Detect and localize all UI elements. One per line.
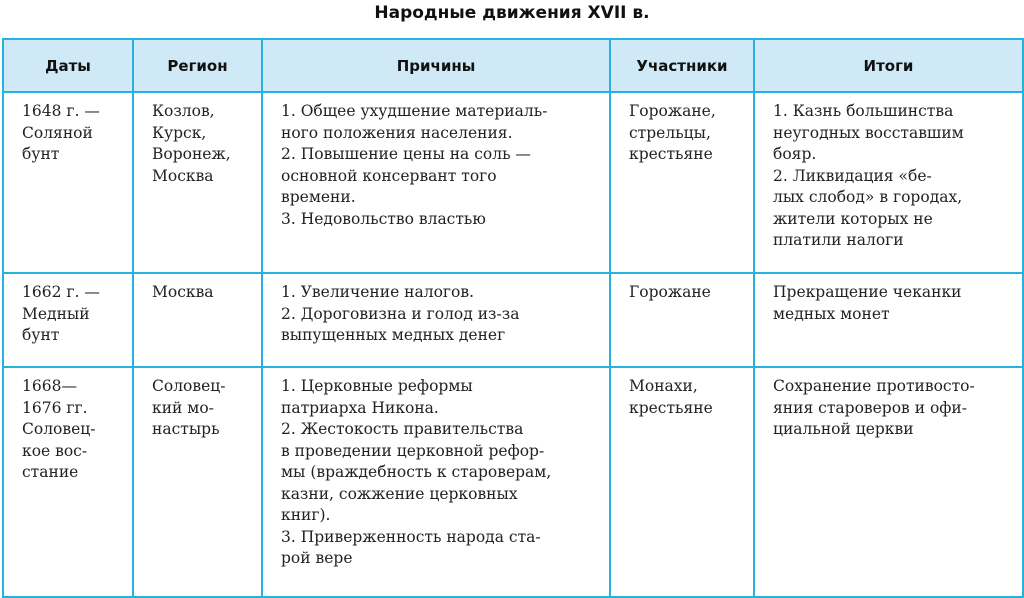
cell-participants: Горожане, стрельцы, крестьяне (610, 92, 754, 273)
uprisings-table (2, 38, 1024, 598)
cell-participants: Монахи, крестьяне (610, 367, 754, 597)
cell-participants: Горожане (610, 273, 754, 367)
cell-dates: 1668— 1676 гг. Соловец- кое вос- стание (3, 367, 133, 597)
header-dates: Даты (3, 39, 133, 92)
cell-causes: 1. Общее ухудшение материаль- ного положения населения. 2. Повышение цены на соль — основной консервант того времени. 3. Недовольство властью (262, 92, 610, 273)
cell-region: Москва (133, 273, 262, 367)
table-row (3, 273, 1023, 367)
cell-causes: 1. Церковные реформы патриарха Никона. 2. Жестокость правительства в проведении церковной рефор- мы (враждебность к староверам, казни, сожжение церковных книг). 3. Приверженность народа ста- рой вере (262, 367, 610, 597)
cell-region: Козлов, Курск, Воронеж, Москва (133, 92, 262, 273)
cell-results: Прекращение чеканки медных монет (754, 273, 1023, 367)
page-title: Народные движения XVII в. (374, 3, 650, 23)
header-causes: Причины (262, 39, 610, 92)
table-row (3, 92, 1023, 273)
cell-causes: 1. Увеличение налогов. 2. Дороговизна и голод из-за выпущенных медных денег (262, 273, 610, 367)
table-row (3, 367, 1023, 597)
header-row (3, 39, 1023, 92)
cell-results: 1. Казнь большинства неугодных восставшим бояр. 2. Ликвидация «бе- лых слобод» в городах, жители которых не платили налоги (754, 92, 1023, 273)
cell-dates: 1648 г. — Соляной бунт (3, 92, 133, 273)
header-region: Регион (133, 39, 262, 92)
header-participants: Участники (610, 39, 754, 92)
cell-dates: 1662 г. — Медный бунт (3, 273, 133, 367)
cell-results: Сохранение противосто- яния староверов и офи- циальной церкви (754, 367, 1023, 597)
cell-region: Соловец- кий мо- настырь (133, 367, 262, 597)
header-results: Итоги (754, 39, 1023, 92)
